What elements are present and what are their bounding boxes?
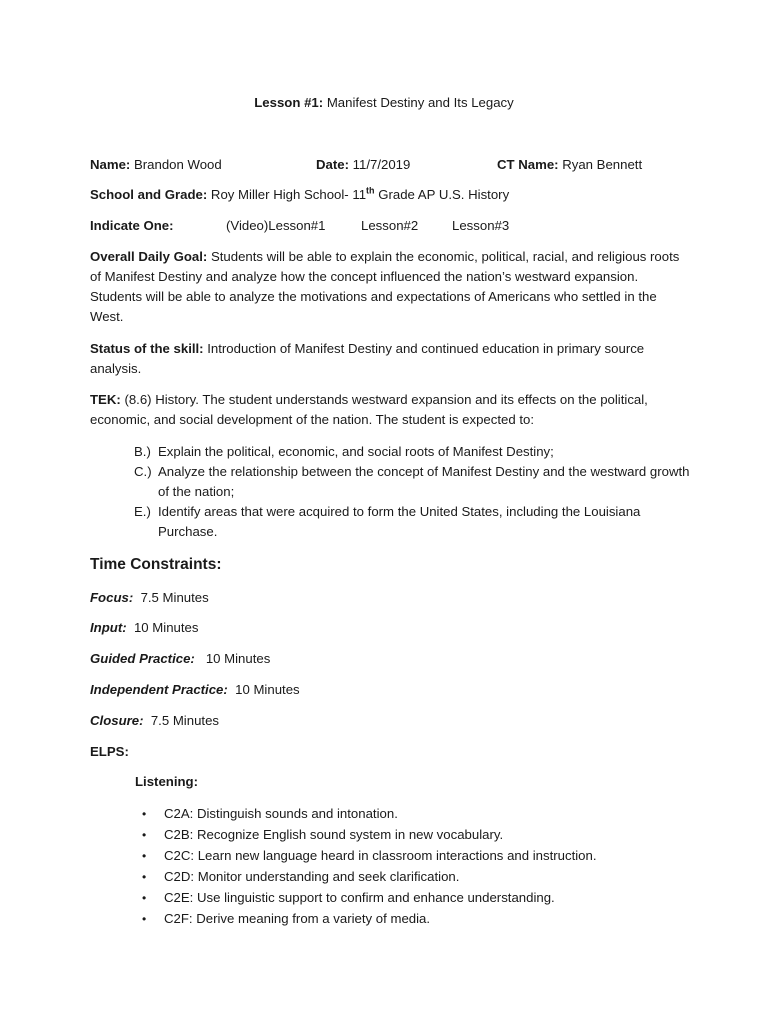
indicate-option-3: Lesson#3 [452, 218, 510, 233]
listening-item [142, 867, 702, 888]
school-grade-sup: th [366, 185, 375, 196]
school-grade-value-post: Grade AP U.S. History [374, 187, 510, 202]
tek-text: (8.6) History. The student understands westward expansion and its effects on the political, economic, and social development of the nation. The student is expected to: [90, 392, 648, 427]
listening-bullet-list [142, 804, 702, 930]
independent-practice-label: Independent Practice: [90, 682, 228, 697]
guided-practice-row [90, 649, 270, 669]
school-grade-field [90, 185, 509, 205]
indicate-option-1: (Video)Lesson#1 [226, 218, 326, 233]
independent-practice-row [90, 680, 300, 700]
listening-item [142, 888, 702, 909]
listening-item-text: C2A: Distinguish sounds and intonation. [164, 806, 398, 821]
bullet-icon: • [142, 828, 147, 842]
bullet-icon: • [142, 849, 147, 863]
tek-item-text: Analyze the relationship between the concept of Manifest Destiny and the westward growth of the nation; [158, 464, 690, 499]
listening-item-text: C2D: Monitor understanding and seek clarification. [164, 869, 460, 884]
time-constraints-heading: Time Constraints: [90, 556, 222, 573]
closure-row [90, 711, 219, 731]
tek-item-text: Identify areas that were acquired to form the United States, including the Louisiana Purchase. [158, 504, 641, 539]
lesson-title [0, 93, 768, 113]
name-value: Brandon Wood [130, 157, 222, 172]
ct-name-value: Ryan Bennett [558, 157, 643, 172]
indicate-option-2: Lesson#2 [361, 218, 419, 233]
daily-goal-paragraph [90, 247, 690, 327]
listening-label: Listening: [135, 774, 199, 789]
listening-item-text: C2B: Recognize English sound system in new vocabulary. [164, 827, 504, 842]
listening-item-text: C2C: Learn new language heard in classroom interactions and instruction. [164, 848, 597, 863]
tek-item-marker: E.) [134, 504, 151, 519]
lesson-title-text: Manifest Destiny and Its Legacy [323, 95, 514, 110]
guided-practice-label: Guided Practice: [90, 651, 195, 666]
date-field [316, 155, 410, 175]
elps-label: ELPS: [90, 744, 129, 759]
closure-label: Closure: [90, 713, 144, 728]
tek-item-b [134, 442, 694, 462]
listening-item-text: C2F: Derive meaning from a variety of media. [164, 911, 431, 926]
listening-item [142, 909, 702, 930]
lesson-title-label: Lesson #1: [254, 95, 324, 110]
focus-label: Focus: [90, 590, 134, 605]
tek-item-c [134, 462, 694, 502]
tek-item-marker: C.) [134, 464, 152, 479]
ct-name-label: CT Name: [497, 157, 559, 172]
focus-value: 7.5 Minutes [140, 590, 209, 605]
date-label: Date: [316, 157, 349, 172]
daily-goal-label: Overall Daily Goal: [90, 249, 208, 264]
bullet-icon: • [142, 807, 147, 821]
listening-item [142, 804, 702, 825]
bullet-icon: • [142, 912, 147, 926]
name-field [90, 155, 222, 175]
school-grade-value-pre: Roy Miller High School- 11 [207, 187, 367, 202]
tek-item-marker: B.) [134, 444, 151, 459]
tek-item-text: Explain the political, economic, and social roots of Manifest Destiny; [158, 444, 554, 459]
guided-practice-value: 10 Minutes [205, 651, 271, 666]
focus-row [90, 588, 209, 608]
tek-item-e [134, 502, 694, 542]
indicate-label: Indicate One: [90, 218, 174, 233]
tek-expectations-list [134, 442, 694, 542]
status-text: Introduction of Manifest Destiny and continued education in primary source analysis. [90, 341, 645, 376]
ct-name-field [497, 155, 642, 175]
input-row [90, 618, 198, 638]
bullet-icon: • [142, 891, 147, 905]
date-value: 11/7/2019 [348, 157, 411, 172]
listening-item [142, 846, 702, 867]
closure-value: 7.5 Minutes [150, 713, 220, 728]
daily-goal-text: Students will be able to explain the economic, political, racial, and religious roots of Manifest Destiny and analyze how the concept influenced the nation’s westward expansion. Students will be able to analyze the motivations and expectations of Americans who settled in the West. [90, 249, 680, 324]
status-label: Status of the skill: [90, 341, 204, 356]
listening-item [142, 825, 702, 846]
listening-item-text: C2E: Use linguistic support to confirm and enhance understanding. [164, 890, 555, 905]
status-paragraph [90, 339, 690, 379]
bullet-icon: • [142, 870, 147, 884]
independent-practice-value: 10 Minutes [235, 682, 300, 697]
tek-label: TEK: [90, 392, 121, 407]
name-label: Name: [90, 157, 131, 172]
input-value: 10 Minutes [133, 620, 199, 635]
school-grade-label: School and Grade: [90, 187, 208, 202]
input-label: Input: [90, 620, 127, 635]
tek-paragraph [90, 390, 690, 430]
